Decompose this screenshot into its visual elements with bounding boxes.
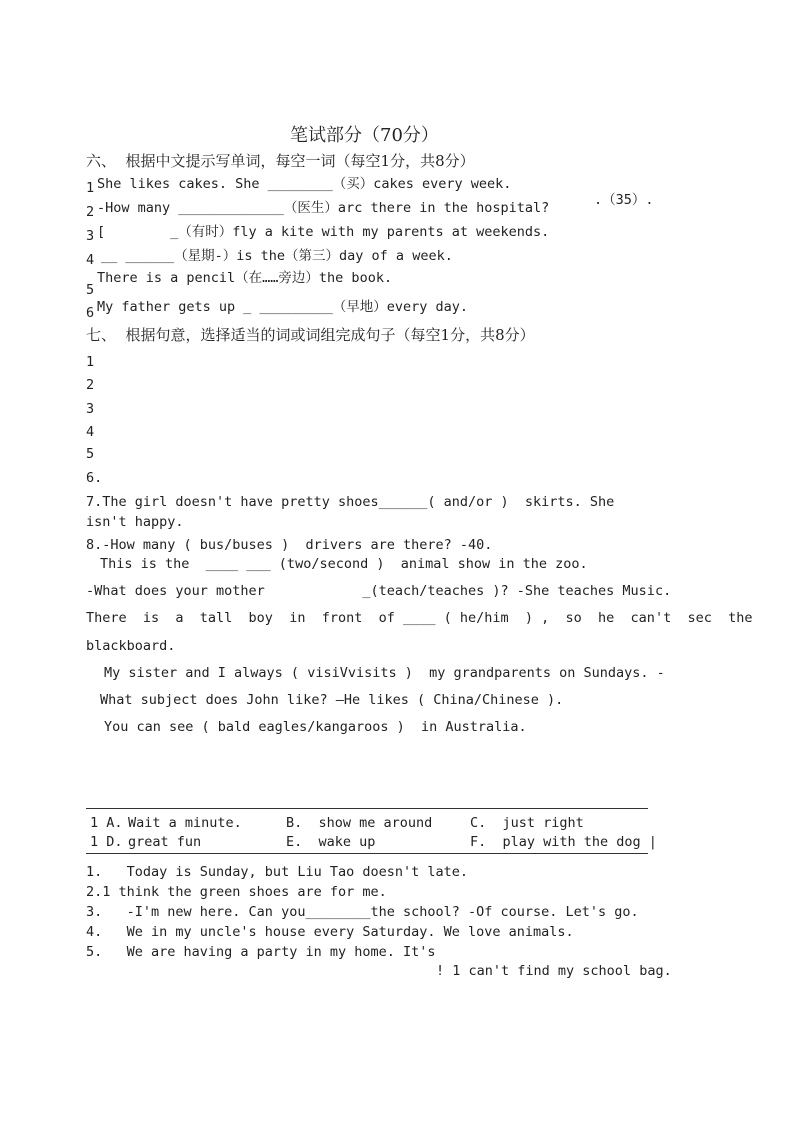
s7-line-6: What subject does John like? —He likes ( China/Chinese ).	[100, 692, 564, 708]
s6-line-1: She likes cakes. She ________（买）cakes every week.	[97, 176, 512, 192]
s6-line-3: [ _（有时）fly a kite with my parents at weekends.	[97, 224, 550, 240]
s7-num-4: 4	[86, 424, 95, 440]
s7-line-2: -What does your mother _(teach/teaches )? -She teaches Music.	[86, 583, 672, 599]
s7-num-1: 1	[86, 354, 95, 370]
s6-line-5: There is a pencil（在……旁边）the book.	[97, 270, 393, 286]
s6-num-2: 2	[86, 204, 95, 220]
q7-line-a: 7.The girl doesn't have pretty shoes______( and/or ) skirts. She	[86, 494, 615, 510]
s7-num-6: 6.	[86, 470, 103, 486]
option-d: great fun	[128, 834, 202, 850]
s7-line-4: blackboard.	[86, 638, 176, 654]
s8-q5: 5. We are having a party in my home. It's	[86, 944, 436, 960]
q7-line-b: isn't happy.	[86, 514, 184, 530]
s6-num-6: 6	[86, 305, 95, 321]
score-note: .（35）.	[594, 192, 654, 208]
s7-num-3: 3	[86, 401, 95, 417]
option-c: C. just right	[470, 815, 584, 831]
s7-line-5: My sister and I always ( visiVvisits ) my grandparents on Sundays. -	[104, 665, 665, 681]
s6-num-1: 1	[86, 180, 95, 196]
options-row2-lead: 1 D.	[90, 834, 123, 850]
s7-num-5: 5	[86, 446, 95, 462]
s8-q5-cont: ! 1 can't find my school bag.	[436, 963, 672, 979]
s7-line-1: This is the ____ ___ (two/second ) animal show in the zoo.	[100, 556, 588, 572]
s6-num-4: 4	[86, 252, 95, 268]
s6-num-3: 3	[86, 228, 95, 244]
s6-line-2: -How many _____________（医生）arc there in the hospital?	[97, 200, 550, 216]
s6-num-5: 5	[86, 282, 95, 298]
s8-q2: 2.1 think the green shoes are for me.	[86, 884, 387, 900]
s8-q3: 3. -I'm new here. Can you________the school? -Of course. Let's go.	[86, 904, 639, 920]
option-e: E. wake up	[286, 834, 376, 850]
section6-heading: 六、 根据中文提示写单词，每空一词（每空1分，共8分）	[86, 152, 475, 170]
s8-q4: 4. We in my uncle's house every Saturday. We love animals.	[86, 924, 574, 940]
s6-line-4: __ ______（星期-）is the（第三）day of a week.	[101, 248, 453, 264]
s7-line-3: There is a tall boy in front of ____ ( he/him ) , so he can't sec the	[86, 610, 753, 626]
option-b: B. show me around	[286, 815, 433, 831]
option-a: Wait a minute.	[128, 815, 242, 831]
s8-q1: 1. Today is Sunday, but Liu Tao doesn't late.	[86, 864, 469, 880]
options-row1-lead: 1 A.	[90, 815, 123, 831]
s6-line-6: My father gets up _ _________（早地）every day.	[97, 299, 468, 315]
s7-num-2: 2	[86, 377, 95, 393]
q8-line: 8.-How many ( bus/buses ) drivers are there? -40.	[86, 537, 493, 553]
page-title: 笔试部分（70分）	[290, 125, 439, 146]
section7-heading: 七、 根据句意，选择适当的词或词组完成句子（每空1分，共8分）	[86, 326, 535, 344]
option-f: F. play with the dog |	[470, 834, 657, 850]
options-table	[86, 808, 657, 854]
s7-line-7: You can see ( bald eagles/kangaroos ) in Australia.	[104, 719, 527, 735]
